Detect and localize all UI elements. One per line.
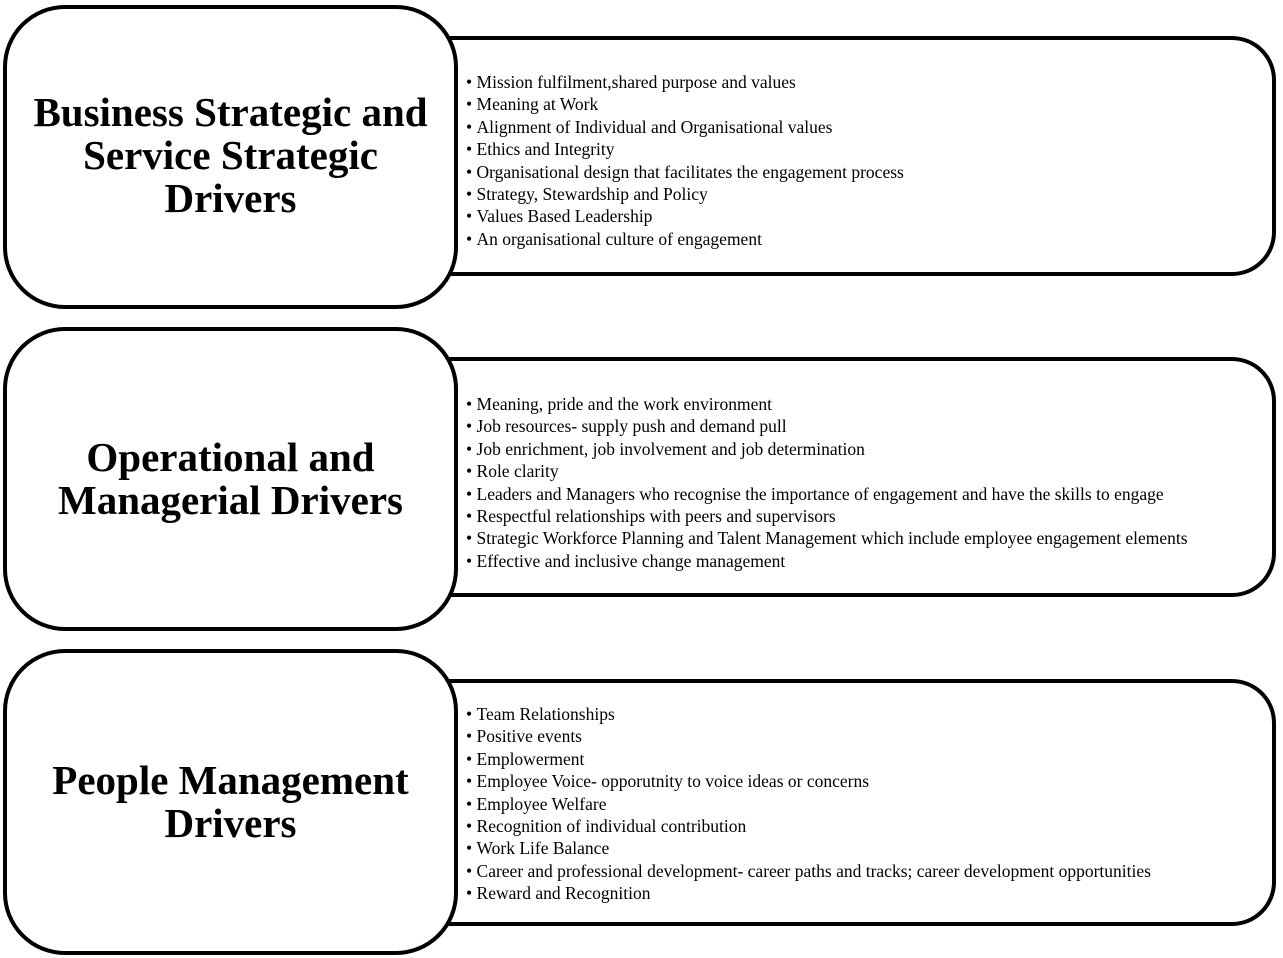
driver-title: Business Strategic and Service Strategic Drivers: [33, 88, 428, 221]
driver-details-list: [466, 393, 1188, 572]
driver-title: Operational and Managerial Drivers: [58, 434, 403, 523]
list-item: • Job resources- supply push and demand pull: [466, 415, 1188, 437]
list-item: • Role clarity: [466, 460, 1188, 482]
driver-title-box: [3, 5, 458, 309]
list-item: • Team Relationships: [466, 703, 1151, 725]
list-item: • Career and professional development- career paths and tracks; career development opportunities: [466, 860, 1151, 882]
list-item: • Employee Welfare: [466, 793, 1151, 815]
list-item: • Recognition of individual contribution: [466, 815, 1151, 837]
driver-section-operational: [0, 325, 1283, 635]
list-item: • Mission fulfilment,shared purpose and values: [466, 71, 904, 93]
list-item: • Ethics and Integrity: [466, 138, 904, 160]
list-item: • Respectful relationships with peers and supervisors: [466, 505, 1188, 527]
list-item: • Emplowerment: [466, 748, 1151, 770]
list-item: • Organisational design that facilitates the engagement process: [466, 161, 904, 183]
driver-title-box: [3, 649, 458, 955]
driver-details-box: [440, 357, 1276, 597]
list-item: • Reward and Recognition: [466, 882, 1151, 904]
list-item: • Work Life Balance: [466, 837, 1151, 859]
list-item: • Strategic Workforce Planning and Talent Management which include employee engagement elements: [466, 527, 1188, 549]
list-item: • Positive events: [466, 725, 1151, 747]
driver-title-box: [3, 327, 458, 631]
list-item: • Meaning at Work: [466, 93, 904, 115]
driver-section-business: [0, 3, 1283, 313]
list-item: • Job enrichment, job involvement and job determination: [466, 438, 1188, 460]
list-item: • An organisational culture of engagement: [466, 228, 904, 250]
driver-details-list: [466, 703, 1151, 905]
list-item: • Strategy, Stewardship and Policy: [466, 183, 904, 205]
driver-details-box: [440, 36, 1276, 276]
driver-details-list: [466, 71, 904, 250]
list-item: • Effective and inclusive change management: [466, 550, 1188, 572]
list-item: • Employee Voice- opporutnity to voice ideas or concerns: [466, 770, 1151, 792]
driver-details-box: [440, 679, 1276, 926]
list-item: • Leaders and Managers who recognise the importance of engagement and have the skills to engage: [466, 483, 1188, 505]
list-item: • Meaning, pride and the work environment: [466, 393, 1188, 415]
driver-title: People Management Drivers: [52, 757, 409, 846]
list-item: • Values Based Leadership: [466, 205, 904, 227]
driver-section-people: [0, 647, 1283, 957]
list-item: • Alignment of Individual and Organisational values: [466, 116, 904, 138]
